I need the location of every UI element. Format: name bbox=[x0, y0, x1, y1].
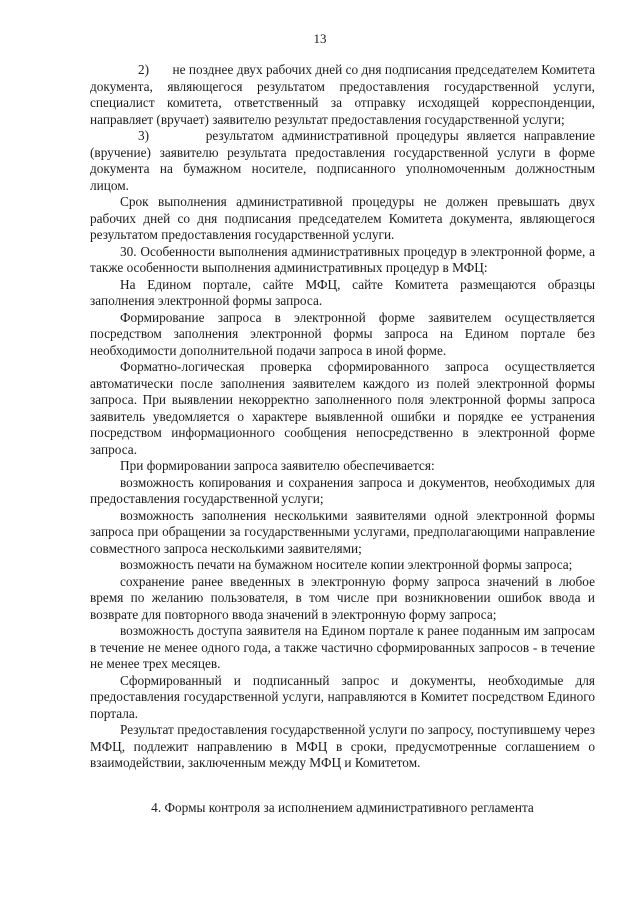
paragraph-submission: Сформированный и подписанный запрос и документы, необходимые для предоставления государственной услуги, направляются в Комитет посредством Единого портала. bbox=[90, 672, 595, 721]
paragraph-forming-request: Формирование запроса в электронной форме заявителем осуществляется посредством заполнения электронной формы запроса на Едином портале без необходимости дополнительной подачи запроса в иной форме. bbox=[90, 309, 595, 358]
paragraph-item-2: 2) не позднее двух рабочих дней со дня подписания председателем Комитета документа, являющегося результатом предоставления государственной услуги, специалист комитета, ответственный за отправку исходящей корреспонденции, направляет (вручает) заявителю результат предоставления государственной услуги; bbox=[90, 62, 595, 127]
paragraph-multiple-applicants: возможность заполнения несколькими заявителями одной электронной формы запроса при обращении за государственными услугами, предполагающими направление совместного запроса несколькими заявителями; bbox=[90, 507, 595, 556]
paragraph-deadline: Срок выполнения административной процедуры не должен превышать двух рабочих дней со дня подписания председателем Комитета документа, являющегося результатом предоставления государственной услуги. bbox=[90, 194, 595, 242]
paragraph-mfc-result: Результат предоставления государственной услуги по запросу, поступившему через МФЦ, подлежит направлению в МФЦ в сроки, предусмотренные соглашением о взаимодействии, заключенным между МФЦ и Комитетом. bbox=[90, 722, 595, 770]
paragraph-format-check: Форматно-логическая проверка сформированного запроса осуществляется автоматически после заполнения заявителем каждого из полей электронной формы запроса. При выявлении некорректно заполненного поля электронной формы запроса заявитель уведомляется о характере выявленной ошибки и порядке ее устранения посредством информационного сообщения непосредственно в электронной форме запроса. bbox=[90, 359, 595, 457]
paragraph-copy-save: возможность копирования и сохранения запроса и документов, необходимых для предоставления государственной услуги; bbox=[90, 474, 595, 506]
paragraph-section-30: 30. Особенности выполнения административных процедур в электронной форме, а также особенности выполнения административных процедур в МФЦ: bbox=[90, 243, 595, 275]
paragraph-print: возможность печати на бумажном носителе копии электронной формы запроса; bbox=[120, 557, 573, 572]
document-body bbox=[90, 62, 595, 772]
paragraph-item-3: 3) результатом административной процедуры является направление (вручение) заявителю результата предоставления государственной услуги в форме документа на бумажном носителе, подписанного уполномоченным должностным лицом. bbox=[90, 128, 595, 193]
paragraph-samples: На Едином портале, сайте МФЦ, сайте Комитета размещаются образцы заполнения электронной формы запроса. bbox=[90, 276, 595, 308]
paragraph-access-requests: возможность доступа заявителя на Едином портале к ранее поданным им запросам в течение не менее одного года, а также частично сформированных запросов - в течение не менее трех месяцев. bbox=[90, 623, 595, 671]
paragraph-save-values: сохранение ранее введенных в электронную форму запроса значений в любое время по желанию пользователя, в том числе при возникновении ошибок ввода и возврате для повторного ввода значений в электронную форму запроса; bbox=[90, 573, 595, 622]
page-number: 13 bbox=[313, 31, 327, 46]
paragraph-provided-features: При формировании запроса заявителю обеспечивается: bbox=[120, 458, 435, 473]
section-heading: 4. Формы контроля за исполнением административного регламента bbox=[151, 800, 534, 815]
